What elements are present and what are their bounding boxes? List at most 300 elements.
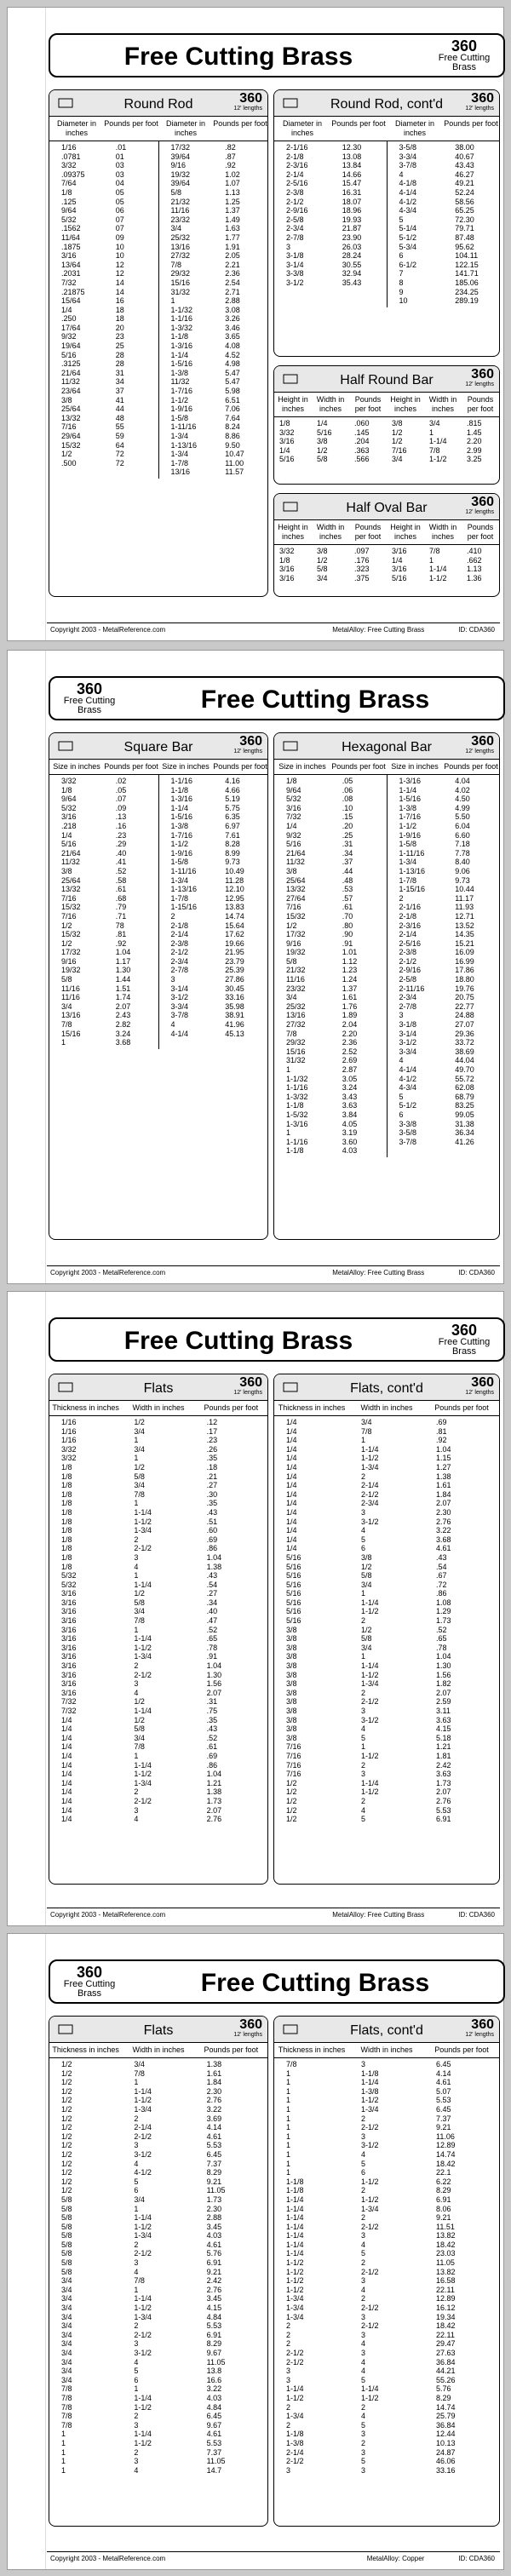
table-row bbox=[49, 1535, 267, 1545]
table-cell: 3/4 bbox=[134, 1733, 145, 1742]
table-row bbox=[388, 822, 500, 831]
table-cell: 2 bbox=[361, 2213, 366, 2223]
table-row bbox=[49, 2205, 267, 2214]
table-row bbox=[49, 2339, 267, 2349]
table-row bbox=[49, 1752, 267, 1761]
table-cell: .92 bbox=[115, 938, 127, 948]
table-cell: 01 bbox=[115, 152, 124, 161]
table-cell: 2 bbox=[134, 2321, 139, 2331]
table-cell: 1/4 bbox=[392, 555, 403, 565]
table-cell: 1/2 bbox=[134, 1715, 145, 1724]
column-header: Pounds per foot bbox=[104, 119, 158, 128]
table-cell: .27 bbox=[206, 1481, 218, 1490]
table-cell: 18.42 bbox=[436, 2159, 456, 2168]
table-cell: 5/16 bbox=[61, 840, 77, 849]
table-cell: .29 bbox=[115, 840, 127, 849]
table-row bbox=[159, 849, 268, 858]
table-row bbox=[49, 261, 158, 270]
table-cell: 1/2 bbox=[392, 427, 403, 437]
table-cell: 6.45 bbox=[436, 2060, 451, 2068]
table-cell: 5 bbox=[361, 2159, 366, 2168]
table-cell: 1/2 bbox=[286, 1787, 297, 1797]
table-cell: 5.53 bbox=[206, 2321, 222, 2331]
table-cell: 1-1/2 bbox=[286, 2267, 304, 2276]
panel-logo-number: 360 bbox=[471, 91, 494, 106]
table-row bbox=[49, 2358, 267, 2367]
table-cell: 5/8 bbox=[134, 1598, 145, 1607]
table-cell: 1/8 bbox=[279, 555, 290, 565]
table-row bbox=[49, 1626, 267, 1635]
panel-logo-number: 360 bbox=[471, 495, 494, 509]
table-cell: 2.76 bbox=[436, 1796, 451, 1805]
table-cell: 11/16 bbox=[170, 206, 190, 215]
table-cell: 4.61 bbox=[206, 2131, 222, 2141]
table-cell: 1/2 bbox=[61, 2123, 72, 2132]
table-row bbox=[49, 2394, 267, 2403]
table-row bbox=[274, 993, 387, 1002]
table-row bbox=[388, 885, 500, 894]
table-cell: 14.66 bbox=[342, 169, 362, 179]
table-cell: 23 bbox=[115, 332, 124, 341]
table-cell: 1 bbox=[134, 1499, 139, 1508]
column-header: Thickness in inches bbox=[278, 2045, 346, 2054]
table-cell: 3/16 bbox=[392, 565, 407, 574]
table-cell: 1.73 bbox=[436, 1778, 451, 1787]
table-row bbox=[274, 1553, 499, 1563]
table-cell: 65.25 bbox=[455, 206, 474, 215]
table-row bbox=[159, 233, 268, 243]
table-row bbox=[159, 288, 268, 297]
table-row bbox=[274, 1011, 387, 1020]
table-cell: 2-9/16 bbox=[286, 206, 308, 215]
table-cell: 5.53 bbox=[206, 2438, 222, 2447]
table-row bbox=[159, 1002, 268, 1012]
table-cell: 7/16 bbox=[286, 1760, 301, 1770]
table-cell: 5/8 bbox=[286, 956, 297, 966]
table-row bbox=[274, 2168, 499, 2177]
table-cell: 1-1/4 bbox=[134, 2430, 152, 2439]
table-row bbox=[274, 1481, 499, 1490]
footer-copyright: Copyright 2003 - MetalReference.com bbox=[50, 2554, 166, 2562]
table-cell: 5/8 bbox=[61, 2249, 72, 2258]
table-cell: 1/2 bbox=[286, 921, 297, 930]
table-cell: 1-3/4 bbox=[134, 1778, 152, 1787]
table-cell: 1-1/16 bbox=[286, 1137, 308, 1146]
table-cell: 3.69 bbox=[206, 2114, 222, 2123]
table-row bbox=[274, 243, 387, 252]
table-cell: 15.47 bbox=[342, 179, 362, 188]
table-cell: 38.91 bbox=[225, 1011, 244, 1020]
table-row bbox=[49, 1499, 267, 1508]
column-header: Height in inches bbox=[278, 523, 308, 541]
table-column-right bbox=[387, 775, 500, 1157]
table-row bbox=[388, 296, 500, 306]
panel-header bbox=[274, 366, 499, 393]
table-row bbox=[49, 243, 158, 252]
table-row bbox=[274, 849, 387, 858]
page-title: Free Cutting Brass bbox=[200, 686, 430, 714]
table-cell: 5/8 bbox=[361, 1634, 372, 1644]
table-row bbox=[388, 224, 500, 233]
table-cell: 13/16 bbox=[170, 242, 191, 251]
table-cell: 7/8 bbox=[61, 2402, 72, 2412]
table-cell: 1-1/4 bbox=[134, 2213, 152, 2223]
table-cell: 122.15 bbox=[455, 260, 479, 269]
table-cell: 1/8 bbox=[61, 1517, 72, 1526]
table-row bbox=[274, 1110, 387, 1120]
table-cell: 3/4 bbox=[61, 2330, 72, 2339]
table-cell: .375 bbox=[354, 573, 370, 582]
table-cell: 2-1/16 bbox=[286, 143, 308, 152]
table-cell: 1/4 bbox=[61, 1715, 72, 1724]
table-row bbox=[274, 278, 387, 288]
table-cell: 6.91 bbox=[436, 1815, 451, 1824]
panel-half-round-bar bbox=[273, 365, 500, 485]
table-row bbox=[49, 822, 158, 831]
logo-number: 360 bbox=[76, 680, 103, 697]
table-cell: 2-3/8 bbox=[170, 938, 189, 948]
table-cell: 3.45 bbox=[206, 2294, 222, 2303]
table-row bbox=[159, 179, 268, 188]
table-cell: 2.52 bbox=[342, 1047, 358, 1056]
table-cell: 1/4 bbox=[61, 1760, 72, 1770]
panel-logo bbox=[465, 735, 494, 754]
table-cell: 1-13/16 bbox=[170, 885, 198, 894]
table-cell: .43 bbox=[206, 1724, 218, 1734]
table-row bbox=[274, 1689, 499, 1698]
table-cell: 5.07 bbox=[436, 2086, 451, 2096]
table-row bbox=[159, 831, 268, 840]
table-cell: .69 bbox=[206, 1535, 218, 1544]
table-body bbox=[274, 417, 499, 466]
table-cell: 6.35 bbox=[225, 812, 240, 822]
table-row bbox=[274, 1047, 387, 1057]
table-cell: 5 bbox=[134, 2177, 139, 2186]
table-cell: .81 bbox=[115, 930, 127, 939]
table-row bbox=[49, 2168, 267, 2177]
table-cell: 1/4 bbox=[61, 1751, 72, 1760]
column-headers bbox=[49, 117, 267, 141]
table-cell: 1/2 bbox=[61, 938, 72, 948]
table-row bbox=[49, 233, 158, 243]
table-cell: .71 bbox=[115, 911, 127, 921]
table-cell: 1/16 bbox=[61, 143, 77, 152]
table-row bbox=[274, 1581, 499, 1590]
table-row bbox=[274, 975, 387, 984]
table-cell: 1 bbox=[286, 2068, 291, 2078]
table-row bbox=[274, 2303, 499, 2313]
table-cell: 2.07 bbox=[206, 1688, 222, 1697]
table-cell: 2.07 bbox=[436, 1787, 451, 1797]
table-row bbox=[159, 957, 268, 967]
table-cell: 3 bbox=[361, 1770, 366, 1779]
table-cell: .145 bbox=[354, 427, 370, 437]
table-row bbox=[274, 2421, 499, 2430]
table-cell: 07 bbox=[115, 224, 124, 233]
column-headers bbox=[49, 1401, 267, 1416]
table-cell: 2-1/2 bbox=[170, 948, 189, 957]
panel-table bbox=[274, 775, 499, 1157]
table-row bbox=[49, 2376, 267, 2385]
table-cell: 2 bbox=[134, 2240, 139, 2249]
table-cell: 2.87 bbox=[342, 1065, 358, 1074]
table-cell: .097 bbox=[354, 547, 370, 555]
table-cell: 3-1/8 bbox=[399, 1020, 417, 1030]
table-cell: 1.25 bbox=[225, 197, 240, 206]
table-cell: 1.91 bbox=[225, 242, 240, 251]
table-cell: 9.21 bbox=[436, 2123, 451, 2132]
table-cell: 5-1/2 bbox=[399, 232, 417, 242]
table-cell: 29/32 bbox=[286, 1038, 306, 1047]
table-cell: 36.34 bbox=[455, 1128, 474, 1138]
table-cell: 2-3/8 bbox=[399, 948, 417, 957]
panel-title: Round Rod bbox=[123, 97, 193, 112]
table-row bbox=[49, 2078, 267, 2087]
panel-round-rod bbox=[49, 89, 268, 597]
table-row bbox=[388, 206, 500, 215]
table-cell: .12 bbox=[206, 1418, 218, 1426]
table-cell: 3.24 bbox=[342, 1083, 358, 1093]
table-cell: 13/64 bbox=[61, 260, 81, 269]
table-cell: 2-7/8 bbox=[286, 232, 304, 242]
table-row bbox=[274, 1707, 499, 1716]
table-cell: 3/4 bbox=[61, 2303, 72, 2313]
table-cell: 2 bbox=[361, 1760, 366, 1770]
table-row bbox=[388, 143, 500, 152]
table-row bbox=[388, 215, 500, 225]
table-cell: .68 bbox=[115, 893, 127, 903]
table-cell: 2-1/2 bbox=[361, 2123, 379, 2132]
table-cell: 1-1/4 bbox=[286, 2204, 304, 2213]
table-cell: 12 bbox=[115, 260, 124, 269]
table-row bbox=[49, 2268, 267, 2277]
table-cell: 4.15 bbox=[206, 2303, 222, 2313]
table-row bbox=[49, 1697, 267, 1707]
table-row bbox=[159, 993, 268, 1002]
panel-title: Hexagonal Bar bbox=[342, 740, 432, 754]
page-footer bbox=[47, 1265, 500, 1278]
table-row bbox=[159, 459, 268, 468]
table-cell: 7/8 bbox=[361, 1426, 372, 1436]
column-headers bbox=[274, 117, 499, 141]
table-cell: 1 bbox=[361, 1652, 366, 1661]
table-cell: 1 bbox=[61, 2447, 66, 2457]
table-row bbox=[274, 2087, 499, 2097]
footer-alloy: MetalAlloy: Free Cutting Brass bbox=[332, 1268, 425, 1277]
table-cell: 1.61 bbox=[436, 1481, 451, 1490]
table-cell: 2-1/2 bbox=[134, 2330, 152, 2339]
table-cell: 14 bbox=[115, 287, 124, 296]
table-row bbox=[49, 1761, 267, 1770]
table-row bbox=[388, 1011, 500, 1020]
table-cell: 1.38 bbox=[436, 1472, 451, 1481]
table-cell: 13/32 bbox=[61, 885, 81, 894]
table-cell: 141.71 bbox=[455, 269, 479, 278]
panel-table bbox=[274, 545, 499, 584]
table-cell: 5/16 bbox=[286, 1552, 301, 1562]
panel-table bbox=[274, 417, 499, 466]
panel-hexagonal-bar bbox=[273, 732, 500, 1240]
table-cell: 4 bbox=[134, 2267, 139, 2276]
table-cell: 11.57 bbox=[225, 468, 244, 477]
table-cell: 5/8 bbox=[61, 2204, 72, 2213]
table-cell: 38.69 bbox=[455, 1047, 474, 1056]
table-cell: 2.69 bbox=[342, 1056, 358, 1065]
logo-number: 360 bbox=[76, 1964, 103, 1981]
table-cell: 3/8 bbox=[317, 547, 328, 555]
table-cell: 4 bbox=[134, 2465, 139, 2475]
panel-logo-subtitle: 12' lengths bbox=[465, 106, 494, 112]
column-header: Pounds per foot bbox=[354, 395, 382, 413]
table-row bbox=[49, 1030, 158, 1039]
panel-header bbox=[49, 90, 267, 117]
panel-logo-subtitle: 12' lengths bbox=[465, 509, 494, 515]
table-cell: 5/16 bbox=[286, 1607, 301, 1616]
table-cell: 1/4 bbox=[286, 1454, 297, 1463]
table-cell: 12.95 bbox=[225, 893, 244, 903]
table-cell: 3-1/2 bbox=[361, 1715, 379, 1724]
page-4 bbox=[7, 1933, 504, 2570]
panel-logo-number: 360 bbox=[471, 734, 494, 749]
table-cell: 1/4 bbox=[286, 1526, 297, 1535]
table-cell: 11.93 bbox=[455, 903, 474, 912]
table-row bbox=[49, 1607, 267, 1616]
table-row bbox=[49, 206, 158, 215]
table-row bbox=[274, 565, 499, 574]
table-cell: 2-1/16 bbox=[399, 903, 422, 912]
table-cell: 4 bbox=[399, 1056, 404, 1065]
page-footer bbox=[47, 2551, 500, 2564]
table-row bbox=[49, 296, 158, 306]
table-cell: 2-5/8 bbox=[399, 975, 417, 984]
table-cell: 1 bbox=[61, 1038, 66, 1047]
table-cell: 1 bbox=[429, 555, 434, 565]
table-row bbox=[274, 812, 387, 822]
panel-logo-number: 360 bbox=[471, 367, 494, 382]
table-cell: .78 bbox=[436, 1643, 447, 1652]
table-cell: 1.04 bbox=[206, 1661, 222, 1671]
table-cell: 1/8 bbox=[61, 1489, 72, 1499]
table-cell: 3/4 bbox=[361, 1643, 372, 1652]
table-cell: 7/8 bbox=[61, 1020, 72, 1030]
table-row bbox=[274, 224, 387, 233]
table-row bbox=[159, 198, 268, 207]
table-cell: 1-1/2 bbox=[429, 455, 447, 464]
table-row bbox=[49, 2060, 267, 2069]
table-cell: 48 bbox=[115, 413, 124, 422]
table-cell: 36.84 bbox=[436, 2357, 456, 2367]
footer-id: ID: CDA360 bbox=[458, 1268, 495, 1277]
table-row bbox=[274, 437, 499, 446]
table-cell: 1/2 bbox=[61, 2086, 72, 2096]
table-cell: 1-1/4 bbox=[286, 2231, 304, 2240]
table-cell: 1-11/16 bbox=[170, 866, 197, 875]
page-footer bbox=[47, 1908, 500, 1920]
table-cell: 2.36 bbox=[225, 269, 240, 278]
table-cell: 1-1/2 bbox=[134, 2222, 152, 2231]
table-cell: 3 bbox=[286, 242, 291, 251]
table-cell: 18.42 bbox=[436, 2240, 456, 2249]
table-cell: 1-1/4 bbox=[286, 2384, 304, 2394]
table-cell: 2 bbox=[286, 2402, 291, 2412]
table-row bbox=[274, 1724, 499, 1734]
table-row bbox=[49, 948, 158, 957]
table-cell: 1/4 bbox=[61, 1742, 72, 1752]
table-row bbox=[388, 179, 500, 188]
table-cell: 1/2 bbox=[286, 1815, 297, 1824]
panel-header bbox=[49, 1374, 267, 1401]
logo-number: 360 bbox=[451, 37, 478, 55]
table-cell: 12.89 bbox=[436, 2141, 456, 2150]
table-cell: 25/64 bbox=[61, 404, 81, 414]
table-cell: 3/16 bbox=[61, 1679, 77, 1689]
table-cell: 1.51 bbox=[115, 984, 131, 993]
table-cell: 2-1/4 bbox=[134, 2123, 152, 2132]
table-row bbox=[274, 2150, 499, 2160]
table-cell: 2 bbox=[170, 911, 175, 921]
table-cell: 18.07 bbox=[342, 197, 362, 206]
table-cell: 18.80 bbox=[455, 975, 474, 984]
table-cell: 1/4 bbox=[279, 445, 290, 455]
table-cell: 2.42 bbox=[436, 1760, 451, 1770]
table-row bbox=[49, 1445, 267, 1454]
table-cell: 11.06 bbox=[436, 2131, 455, 2141]
table-cell: 1 bbox=[361, 1589, 366, 1598]
table-cell: 1-1/2 bbox=[134, 1770, 152, 1779]
table-cell: 1/8 bbox=[61, 1544, 72, 1553]
table-cell: 22.1 bbox=[436, 2168, 451, 2177]
table-row bbox=[274, 2258, 499, 2268]
table-cell: 1-13/16 bbox=[399, 866, 426, 875]
table-cell: 9/16 bbox=[170, 161, 187, 170]
table-row bbox=[49, 2186, 267, 2195]
table-cell: 5-1/4 bbox=[399, 224, 417, 233]
table-cell: 11/64 bbox=[61, 232, 80, 242]
table-cell: 4 bbox=[134, 1815, 139, 1824]
table-cell: 3/4 bbox=[61, 2375, 72, 2384]
table-row bbox=[388, 975, 500, 984]
table-row bbox=[49, 377, 158, 387]
table-row bbox=[274, 966, 387, 975]
table-cell: 3-7/8 bbox=[170, 1011, 189, 1020]
table-cell: 1-3/4 bbox=[361, 2104, 379, 2114]
table-row bbox=[49, 1463, 267, 1472]
table-cell: 1.61 bbox=[206, 2068, 222, 2078]
table-cell: 5.76 bbox=[206, 2249, 222, 2258]
table-cell: 1.17 bbox=[115, 956, 131, 966]
table-cell: 1-1/2 bbox=[134, 2303, 152, 2313]
column-header: Width in inches bbox=[360, 2045, 413, 2054]
table-row bbox=[49, 795, 158, 804]
table-cell: 4-1/2 bbox=[399, 1074, 417, 1083]
table-cell: 11.51 bbox=[436, 2222, 455, 2231]
panel-half-oval-bar bbox=[273, 493, 500, 597]
table-cell: 2-3/4 bbox=[361, 1499, 379, 1508]
table-cell: 15/32 bbox=[61, 440, 81, 450]
table-cell: 3/8 bbox=[286, 1661, 297, 1671]
table-cell: 4.61 bbox=[436, 2078, 451, 2087]
table-row bbox=[274, 1563, 499, 1572]
page-margin bbox=[8, 1292, 46, 1925]
table-cell: 1/16 bbox=[61, 1426, 77, 1436]
table-row bbox=[274, 2321, 499, 2331]
table-cell: 7/16 bbox=[61, 893, 77, 903]
table-cell: 2 bbox=[286, 2420, 291, 2430]
column-header: Width in inches bbox=[316, 523, 345, 541]
table-cell: 1/4 bbox=[286, 1544, 297, 1553]
table-cell: .15 bbox=[342, 812, 353, 822]
table-cell: 1/2 bbox=[361, 1562, 372, 1571]
